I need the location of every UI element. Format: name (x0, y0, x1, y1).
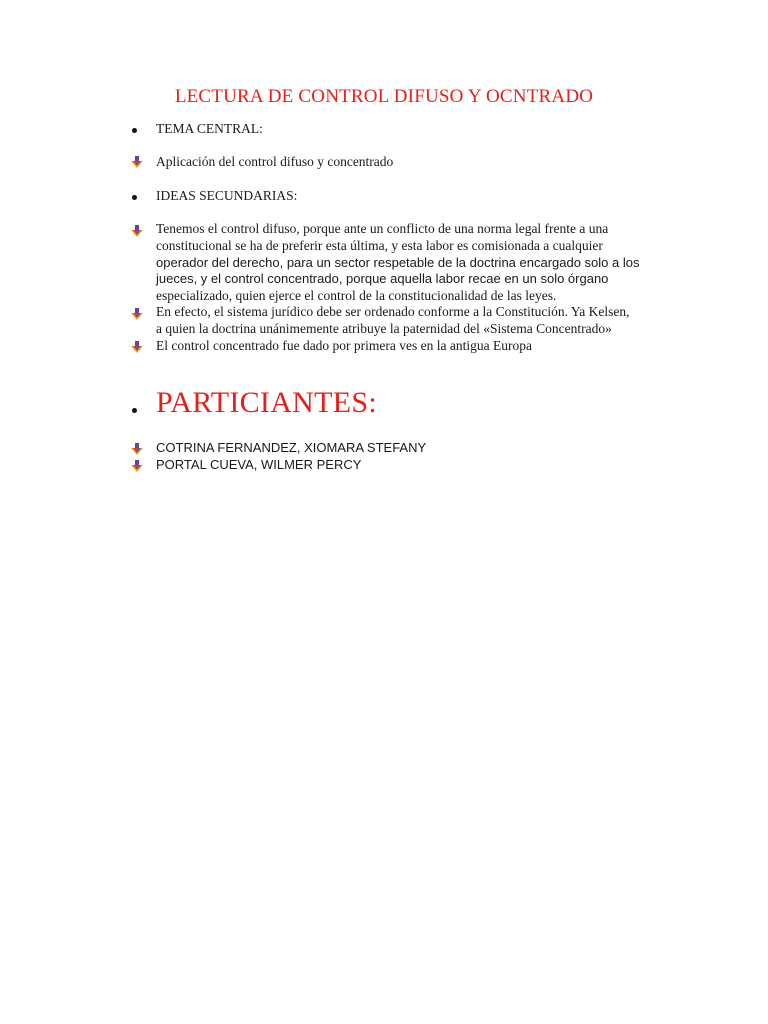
tema-central-label: TEMA CENTRAL: (156, 121, 263, 136)
idea-line: El control concentrado fue dado por primera ves en la antigua Europa (156, 338, 532, 353)
arrow-bullet-icon (131, 341, 143, 353)
participante-item: PORTAL CUEVA, WILMER PERCY (156, 457, 362, 472)
participante-item: COTRINA FERNANDEZ, XIOMARA STEFANY (156, 440, 427, 455)
idea-line: constitucional se ha de preferir esta última, y esta labor es comisionada a cualquier (156, 237, 603, 253)
tema-central-text: Aplicación del control difuso y concentrado (156, 154, 394, 169)
idea-line: operador del derecho, para un sector respetable de la doctrina encargado solo a los (156, 254, 640, 270)
arrow-bullet-icon (131, 225, 143, 237)
arrow-bullet-icon (131, 460, 143, 472)
arrow-bullet-icon (131, 156, 143, 168)
arrow-bullet-icon (131, 443, 143, 455)
document-title: LECTURA DE CONTROL DIFUSO Y OCNTRADO (174, 86, 594, 107)
idea-line: Tenemos el control difuso, porque ante un conflicto de una norma legal frente a una (156, 221, 609, 236)
bullet-dot-icon (132, 408, 137, 413)
idea-paragraph-2 (156, 304, 676, 338)
ideas-secundarias-label: IDEAS SECUNDARIAS: (156, 188, 298, 203)
idea-paragraph-1 (156, 221, 676, 305)
idea-paragraph-3 (156, 338, 676, 355)
participantes-heading: PARTICIANTES: (156, 386, 378, 419)
bullet-dot-icon (132, 128, 137, 133)
idea-line: especializado, quien ejerce el control de la constitucionalidad de las leyes. (156, 288, 557, 304)
bullet-dot-icon (132, 195, 137, 200)
idea-line: En efecto, el sistema jurídico debe ser ordenado conforme a la Constitución. Ya Kelsen, (156, 304, 630, 319)
idea-line: jueces, y el control concentrado, porque aquella labor recae en un solo órgano (156, 271, 609, 287)
arrow-bullet-icon (131, 308, 143, 320)
idea-line: a quien la doctrina unánimemente atribuye la paternidad del «Sistema Concentrado» (156, 320, 612, 336)
